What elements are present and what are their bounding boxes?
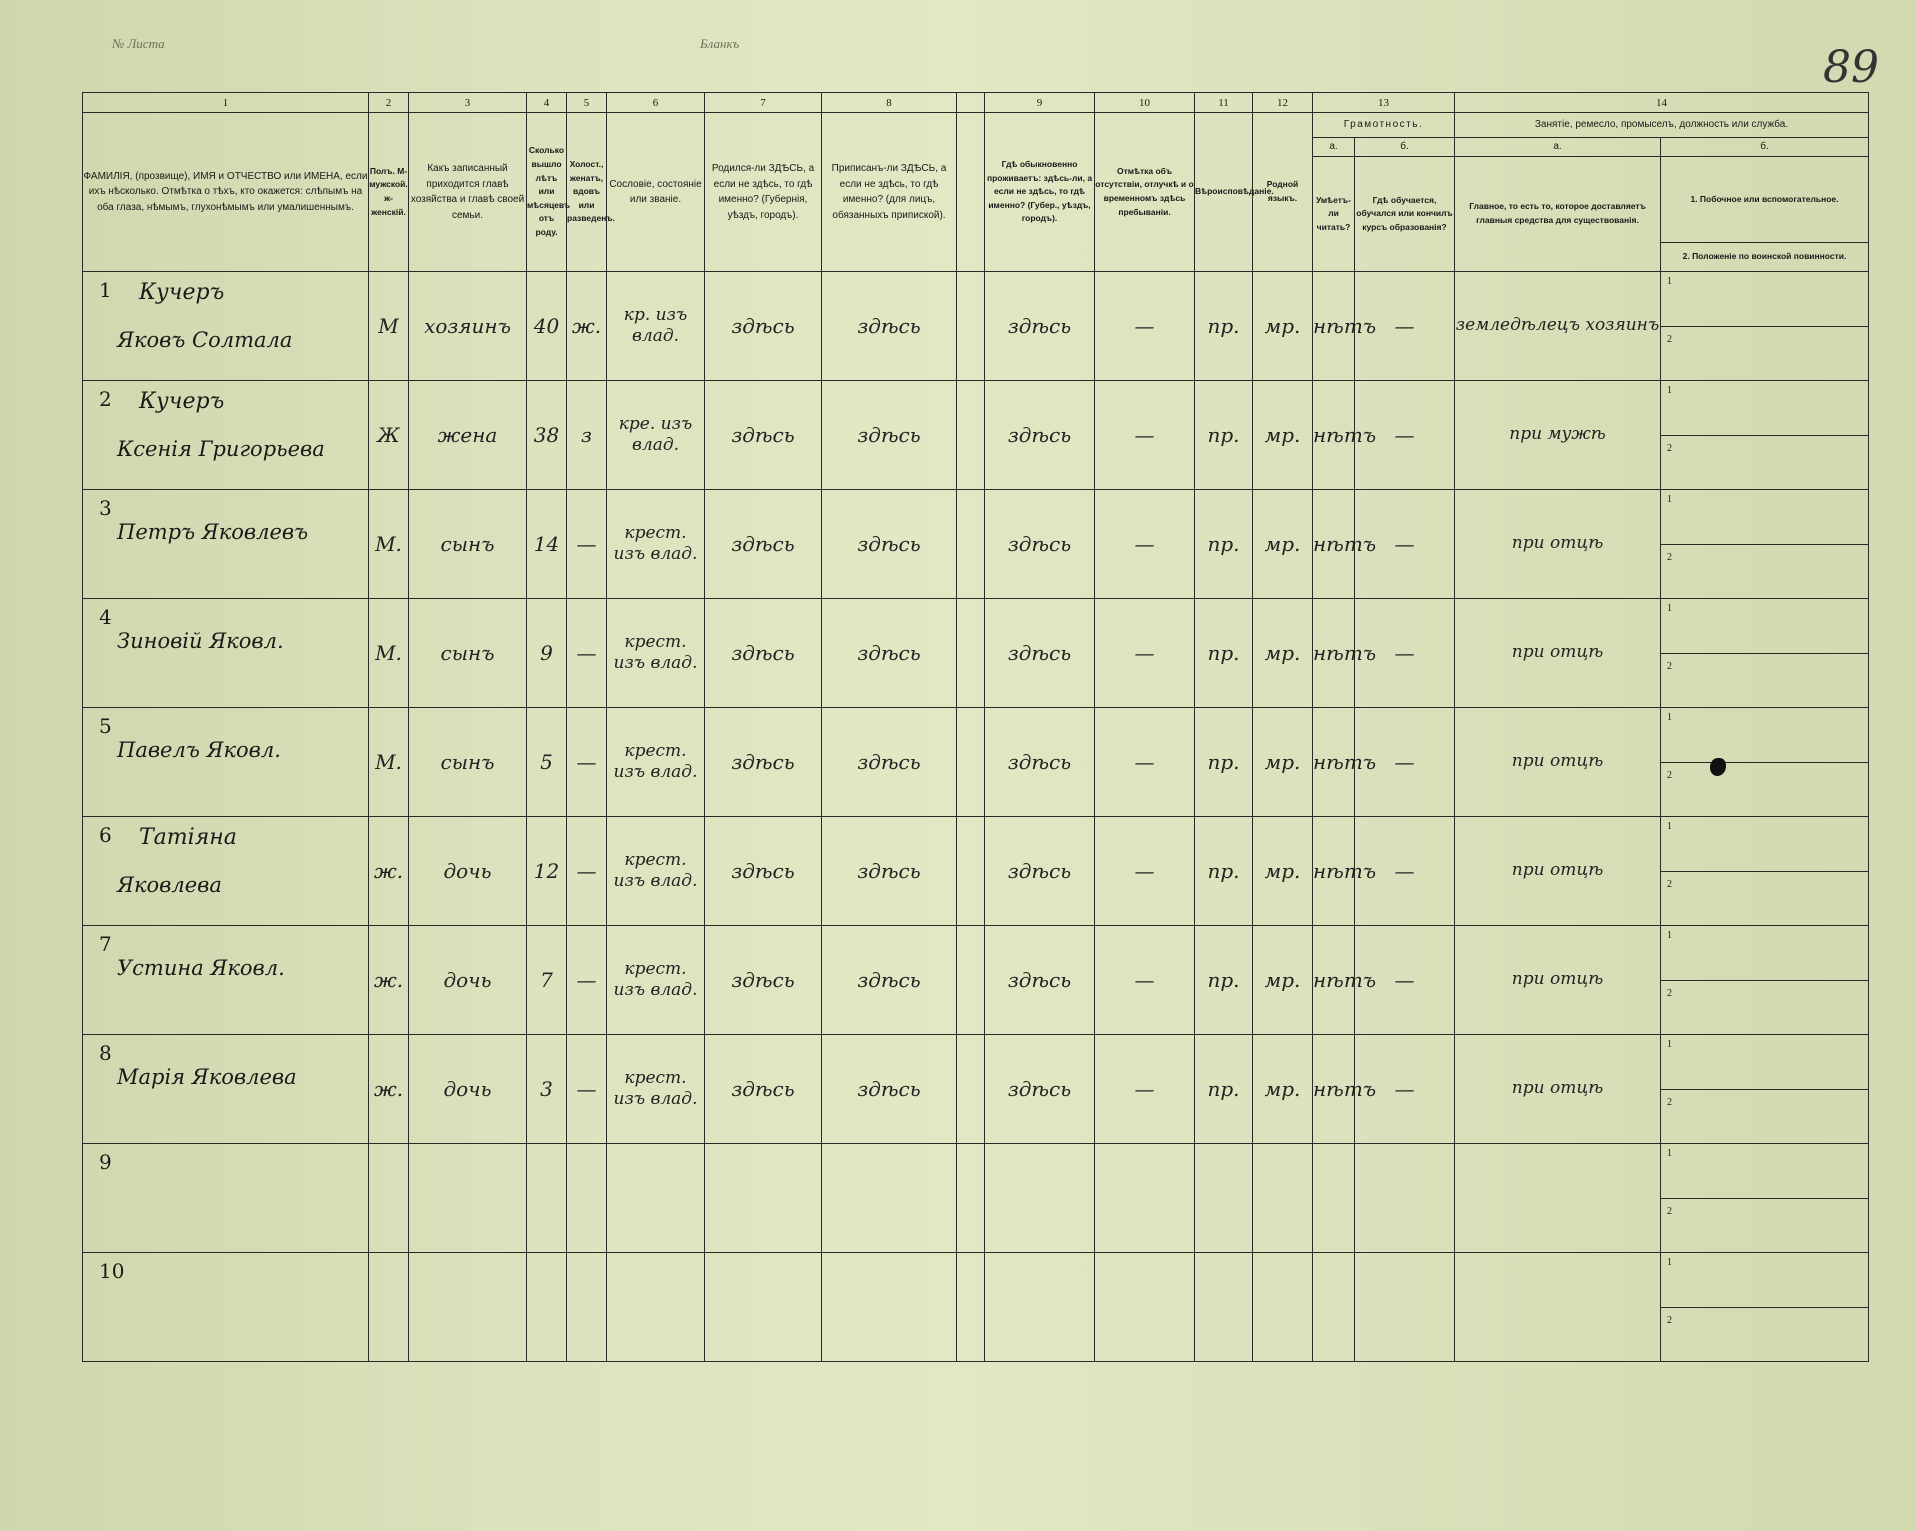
cell-language: мр. — [1253, 926, 1313, 1035]
header-occupation-a-label: а. — [1455, 138, 1661, 157]
divider — [1661, 1198, 1868, 1199]
divider — [1661, 762, 1868, 763]
cell-religion — [1195, 1253, 1253, 1362]
sub-index-2: 2 — [1667, 878, 1672, 890]
sub-index-1: 1 — [1667, 276, 1672, 287]
cell-age: 9 — [527, 599, 567, 708]
cell-main-occupation: при отцѣ — [1455, 599, 1661, 708]
col-number: 8 — [822, 93, 957, 113]
cell-residence — [985, 1253, 1095, 1362]
cell-education: — — [1355, 708, 1455, 817]
table-row — [83, 817, 1869, 926]
cell-can-read: нѣтъ — [1313, 272, 1355, 381]
cell-age — [527, 1253, 567, 1362]
cell-sex: ж. — [369, 817, 409, 926]
cell-marital: — — [567, 926, 607, 1035]
header-secondary-occupation: 1. Побочное или вспомогательное. — [1661, 157, 1869, 243]
cell-age: 12 — [527, 817, 567, 926]
sub-index-1: 1 — [1667, 603, 1672, 614]
cell-sex — [369, 1144, 409, 1253]
cell-language: мр. — [1253, 490, 1313, 599]
given-name: Яковъ Солтала — [117, 328, 293, 352]
header-birthplace: Родился-ли ЗДѢСЬ, а если не здѣсь, то гдѣ именно? (Губернія, уѣздъ, городъ). — [705, 113, 822, 272]
cell-sex: М. — [369, 708, 409, 817]
cell-sex: ж. — [369, 1035, 409, 1144]
cell-can-read — [1313, 1144, 1355, 1253]
separator — [957, 926, 985, 1035]
header-absence: Отмѣтка объ отсутствіи, отлучкѣ и о временномъ здѣсь пребываніи. — [1095, 113, 1195, 272]
given-name: Марія Яковлева — [117, 1065, 297, 1089]
header-estate: Сословіе, состояніе или званіе. — [607, 113, 705, 272]
sub-index-1: 1 — [1667, 1257, 1672, 1268]
cell-main-occupation: при отцѣ — [1455, 1035, 1661, 1144]
separator — [957, 817, 985, 926]
sub-index-1: 1 — [1667, 494, 1672, 505]
table-row — [83, 708, 1869, 817]
cell-absence: — — [1095, 926, 1195, 1035]
cell-name — [83, 1035, 369, 1144]
cell-religion: пр. — [1195, 490, 1253, 599]
cell-main-occupation: при отцѣ — [1455, 817, 1661, 926]
cell-absence: — — [1095, 1035, 1195, 1144]
cell-relation: сынъ — [409, 708, 527, 817]
sub-index-2: 2 — [1667, 987, 1672, 999]
cell-relation: сынъ — [409, 490, 527, 599]
cell-marital: — — [567, 817, 607, 926]
col-number: 10 — [1095, 93, 1195, 113]
cell-absence: — — [1095, 708, 1195, 817]
divider — [1661, 1307, 1868, 1308]
cell-can-read: нѣтъ — [1313, 926, 1355, 1035]
divider — [1661, 435, 1868, 436]
cell-main-occupation — [1455, 1144, 1661, 1253]
cell-estate: крест. изъ влад. — [607, 1035, 705, 1144]
cell-religion: пр. — [1195, 817, 1253, 926]
cell-registered: здѣсь — [822, 490, 957, 599]
col-number: 7 — [705, 93, 822, 113]
header-name: ФАМИЛІЯ, (прозвище), ИМЯ и ОТЧЕСТВО или ИМЕНА, если ихъ нѣсколько. Отмѣтка о тѣхъ, кто окажется: слѣпымъ на оба глаза, нѣмымъ, глухонѣмымъ или умалишеннымъ. — [83, 113, 369, 272]
cell-main-occupation — [1455, 1253, 1661, 1362]
separator — [957, 599, 985, 708]
col-number: 6 — [607, 93, 705, 113]
cell-relation: хозяинъ — [409, 272, 527, 381]
cell-education — [1355, 1253, 1455, 1362]
cell-language: мр. — [1253, 381, 1313, 490]
cell-secondary — [1661, 272, 1869, 381]
divider — [1661, 544, 1868, 545]
cell-estate — [607, 1144, 705, 1253]
cell-age: 7 — [527, 926, 567, 1035]
row-number: 4 — [99, 605, 112, 629]
cell-birthplace: здѣсь — [705, 381, 822, 490]
header-age: Сколько вышло лѣтъ или мѣсяцевъ отъ роду. — [527, 113, 567, 272]
cell-name — [83, 817, 369, 926]
cell-sex: Ж — [369, 381, 409, 490]
cell-estate: крест. изъ влад. — [607, 926, 705, 1035]
sub-index-2: 2 — [1667, 442, 1672, 454]
sub-index-2: 2 — [1667, 660, 1672, 672]
col-number: 1 — [83, 93, 369, 113]
cell-estate: крест. изъ влад. — [607, 817, 705, 926]
cell-absence: — — [1095, 381, 1195, 490]
header-literacy-b-label: б. — [1355, 138, 1455, 157]
header-literacy-a-label: а. — [1313, 138, 1355, 157]
given-name: Зиновій Яковл. — [117, 629, 284, 653]
cell-main-occupation: при отцѣ — [1455, 490, 1661, 599]
cell-birthplace: здѣсь — [705, 1035, 822, 1144]
cell-name — [83, 926, 369, 1035]
cell-age: 40 — [527, 272, 567, 381]
header-military-status: 2. Положеніе по воинской повинности. — [1661, 243, 1869, 272]
cell-estate: крест. изъ влад. — [607, 490, 705, 599]
row-number: 5 — [99, 714, 112, 738]
cell-name — [83, 490, 369, 599]
table-row — [83, 1035, 1869, 1144]
cell-relation: дочь — [409, 817, 527, 926]
col-number: 2 — [369, 93, 409, 113]
cell-language: мр. — [1253, 817, 1313, 926]
cell-name — [83, 599, 369, 708]
separator — [957, 1253, 985, 1362]
cell-registered: здѣсь — [822, 272, 957, 381]
header-row-1 — [83, 113, 1869, 138]
given-name: Устина Яковл. — [117, 956, 285, 980]
cell-main-occupation: при отцѣ — [1455, 708, 1661, 817]
cell-sex — [369, 1253, 409, 1362]
header-registered: Приписанъ-ли ЗДѢСЬ, а если не здѣсь, то гдѣ именно? (для лицъ, обязанныхъ припиской). — [822, 113, 957, 272]
cell-absence — [1095, 1144, 1195, 1253]
col-number: 13 — [1313, 93, 1455, 113]
cell-registered — [822, 1253, 957, 1362]
cell-birthplace — [705, 1253, 822, 1362]
sub-index-2: 2 — [1667, 551, 1672, 563]
cell-estate: кр. изъ влад. — [607, 272, 705, 381]
cell-secondary — [1661, 381, 1869, 490]
cell-absence: — — [1095, 490, 1195, 599]
sub-index-2: 2 — [1667, 1205, 1672, 1217]
cell-marital: з — [567, 381, 607, 490]
separator — [957, 381, 985, 490]
cell-estate: кре. изъ влад. — [607, 381, 705, 490]
cell-religion — [1195, 1144, 1253, 1253]
cell-birthplace: здѣсь — [705, 708, 822, 817]
sub-index-2: 2 — [1667, 1096, 1672, 1108]
cell-residence: здѣсь — [985, 926, 1095, 1035]
col-number: 12 — [1253, 93, 1313, 113]
cell-residence: здѣсь — [985, 490, 1095, 599]
page-number: 89 — [1823, 42, 1879, 93]
row-number: 6 — [99, 823, 112, 847]
cell-residence: здѣсь — [985, 381, 1095, 490]
header-main-occupation: Главное, то есть то, которое доставляетъ главныя средства для существованія. — [1455, 157, 1661, 272]
header-religion: Вѣроисповѣданіе. — [1195, 113, 1253, 272]
table-row — [83, 272, 1869, 381]
cell-secondary — [1661, 1144, 1869, 1253]
cell-marital: — — [567, 490, 607, 599]
census-table — [82, 92, 1869, 1362]
cell-secondary — [1661, 1253, 1869, 1362]
cell-marital: — — [567, 599, 607, 708]
cell-education: — — [1355, 381, 1455, 490]
cell-absence — [1095, 1253, 1195, 1362]
cell-estate: крест. изъ влад. — [607, 599, 705, 708]
separator — [957, 708, 985, 817]
cell-education: — — [1355, 926, 1455, 1035]
separator — [957, 1144, 985, 1253]
cell-absence: — — [1095, 272, 1195, 381]
cell-secondary — [1661, 599, 1869, 708]
cell-sex: М. — [369, 490, 409, 599]
cell-name — [83, 1253, 369, 1362]
cell-marital — [567, 1144, 607, 1253]
cell-age: 3 — [527, 1035, 567, 1144]
header-residence: Гдѣ обыкновенно проживаетъ: здѣсь-ли, а если не здѣсь, то гдѣ именно? (Губер., уѣздъ, городъ). — [985, 113, 1095, 272]
cell-name — [83, 1144, 369, 1253]
header-language: Родной языкъ. — [1253, 113, 1313, 272]
sub-index-1: 1 — [1667, 712, 1672, 723]
header-sex: Полъ. М-мужской. ж-женскій. — [369, 113, 409, 272]
cell-education: — — [1355, 272, 1455, 381]
cell-name — [83, 381, 369, 490]
cell-name — [83, 708, 369, 817]
sub-index-2: 2 — [1667, 1314, 1672, 1326]
cell-language — [1253, 1144, 1313, 1253]
cell-birthplace — [705, 1144, 822, 1253]
col-number: 9 — [985, 93, 1095, 113]
header-education: Гдѣ обучается, обучался или кончилъ курсъ образованія? — [1355, 157, 1455, 272]
cell-age: 38 — [527, 381, 567, 490]
cell-marital — [567, 1253, 607, 1362]
cell-relation — [409, 1253, 527, 1362]
sub-index-1: 1 — [1667, 1148, 1672, 1159]
separator — [957, 272, 985, 381]
table-row — [83, 490, 1869, 599]
surname: Татіяна — [139, 825, 237, 850]
row-number: 3 — [99, 496, 112, 520]
cell-secondary — [1661, 817, 1869, 926]
cell-registered: здѣсь — [822, 817, 957, 926]
cell-religion: пр. — [1195, 381, 1253, 490]
cell-education — [1355, 1144, 1455, 1253]
divider — [1661, 326, 1868, 327]
divider — [1661, 871, 1868, 872]
cell-relation: сынъ — [409, 599, 527, 708]
cell-sex: М — [369, 272, 409, 381]
separator — [957, 93, 985, 113]
cell-relation: жена — [409, 381, 527, 490]
cell-residence — [985, 1144, 1095, 1253]
cell-can-read: нѣтъ — [1313, 1035, 1355, 1144]
cell-residence: здѣсь — [985, 272, 1095, 381]
cell-birthplace: здѣсь — [705, 490, 822, 599]
cell-sex: ж. — [369, 926, 409, 1035]
header-occupation-b-label: б. — [1661, 138, 1869, 157]
cell-can-read: нѣтъ — [1313, 708, 1355, 817]
separator — [957, 113, 985, 272]
surname: Кучеръ — [139, 389, 225, 414]
cell-main-occupation: при мужѣ — [1455, 381, 1661, 490]
col-number: 14 — [1455, 93, 1869, 113]
cell-registered: здѣсь — [822, 708, 957, 817]
column-numbers-row — [83, 93, 1869, 113]
cell-marital: — — [567, 708, 607, 817]
cell-education: — — [1355, 490, 1455, 599]
cell-religion: пр. — [1195, 599, 1253, 708]
row-number: 1 — [99, 278, 112, 302]
table-row — [83, 1253, 1869, 1362]
table-row — [83, 1144, 1869, 1253]
sub-index-2: 2 — [1667, 333, 1672, 345]
cell-can-read: нѣтъ — [1313, 381, 1355, 490]
row-number: 7 — [99, 932, 112, 956]
cell-language — [1253, 1253, 1313, 1362]
cell-registered: здѣсь — [822, 926, 957, 1035]
row-number: 10 — [99, 1259, 125, 1283]
table-row — [83, 599, 1869, 708]
cell-language: мр. — [1253, 1035, 1313, 1144]
sub-index-1: 1 — [1667, 930, 1672, 941]
cell-can-read: нѣтъ — [1313, 490, 1355, 599]
cell-birthplace: здѣсь — [705, 817, 822, 926]
blank-label: Бланкъ — [700, 36, 740, 51]
cell-marital: — — [567, 1035, 607, 1144]
row-number: 8 — [99, 1041, 112, 1065]
cell-can-read: нѣтъ — [1313, 599, 1355, 708]
sub-index-1: 1 — [1667, 1039, 1672, 1050]
cell-birthplace: здѣсь — [705, 926, 822, 1035]
cell-registered: здѣсь — [822, 1035, 957, 1144]
separator — [957, 490, 985, 599]
separator — [957, 1035, 985, 1144]
sub-index-1: 1 — [1667, 821, 1672, 832]
cell-education: — — [1355, 1035, 1455, 1144]
cell-relation: дочь — [409, 926, 527, 1035]
cell-language: мр. — [1253, 708, 1313, 817]
sub-index-1: 1 — [1667, 385, 1672, 396]
given-name: Павелъ Яковл. — [117, 738, 281, 762]
col-number: 11 — [1195, 93, 1253, 113]
cell-can-read: нѣтъ — [1313, 817, 1355, 926]
cell-language: мр. — [1253, 599, 1313, 708]
cell-education: — — [1355, 599, 1455, 708]
cell-absence: — — [1095, 599, 1195, 708]
cell-residence: здѣсь — [985, 1035, 1095, 1144]
surname: Кучеръ — [139, 280, 225, 305]
table-row — [83, 381, 1869, 490]
cell-religion: пр. — [1195, 272, 1253, 381]
cell-sex: М. — [369, 599, 409, 708]
cell-age: 14 — [527, 490, 567, 599]
divider — [1661, 1089, 1868, 1090]
cell-secondary — [1661, 926, 1869, 1035]
sheet-number-label: № Листа — [112, 36, 165, 51]
cell-residence: здѣсь — [985, 817, 1095, 926]
cell-relation: дочь — [409, 1035, 527, 1144]
row-number: 2 — [99, 387, 112, 411]
sub-index-2: 2 — [1667, 769, 1672, 781]
cell-residence: здѣсь — [985, 708, 1095, 817]
cell-estate — [607, 1253, 705, 1362]
cell-registered — [822, 1144, 957, 1253]
cell-relation — [409, 1144, 527, 1253]
cell-residence: здѣсь — [985, 599, 1095, 708]
header-marital: Холост., женатъ, вдовъ или разведенъ. — [567, 113, 607, 272]
col-number: 4 — [527, 93, 567, 113]
cell-secondary — [1661, 1035, 1869, 1144]
cell-name — [83, 272, 369, 381]
cell-language: мр. — [1253, 272, 1313, 381]
cell-main-occupation: при отцѣ — [1455, 926, 1661, 1035]
cell-religion: пр. — [1195, 708, 1253, 817]
header-relation: Какъ записанный приходится главѣ хозяйства и главѣ своей семьи. — [409, 113, 527, 272]
divider — [1661, 653, 1868, 654]
cell-birthplace: здѣсь — [705, 599, 822, 708]
given-name: Петръ Яковлевъ — [117, 520, 309, 544]
divider — [1661, 980, 1868, 981]
cell-religion: пр. — [1195, 1035, 1253, 1144]
cell-age — [527, 1144, 567, 1253]
cell-marital: ж. — [567, 272, 607, 381]
header-literacy: Грамотность. — [1313, 113, 1455, 138]
cell-education: — — [1355, 817, 1455, 926]
cell-secondary — [1661, 708, 1869, 817]
table-row — [83, 926, 1869, 1035]
cell-registered: здѣсь — [822, 381, 957, 490]
cell-can-read — [1313, 1253, 1355, 1362]
header-can-read: Умѣетъ-ли читать? — [1313, 157, 1355, 272]
given-name: Яковлева — [117, 873, 222, 897]
given-name: Ксенія Григорьева — [117, 437, 325, 461]
col-number: 5 — [567, 93, 607, 113]
cell-birthplace: здѣсь — [705, 272, 822, 381]
row-number: 9 — [99, 1150, 112, 1174]
cell-secondary — [1661, 490, 1869, 599]
cell-absence: — — [1095, 817, 1195, 926]
cell-religion: пр. — [1195, 926, 1253, 1035]
cell-registered: здѣсь — [822, 599, 957, 708]
header-occupation: Занятіе, ремесло, промыселъ, должность или служба. — [1455, 113, 1869, 138]
cell-main-occupation: земледѣлецъ хозяинъ — [1455, 272, 1661, 381]
cell-age: 5 — [527, 708, 567, 817]
col-number: 3 — [409, 93, 527, 113]
cell-estate: крест. изъ влад. — [607, 708, 705, 817]
